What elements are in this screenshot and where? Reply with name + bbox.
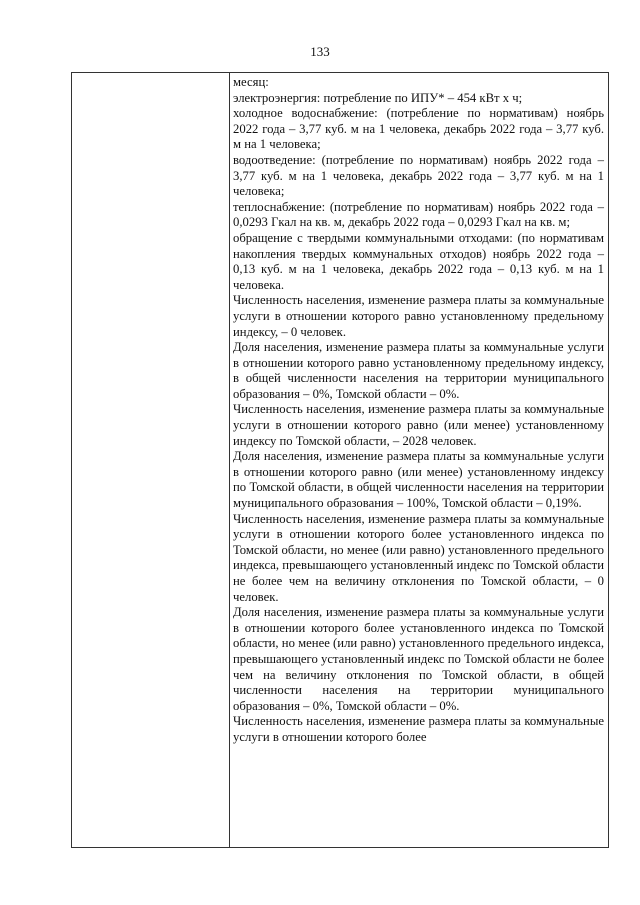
text-paragraph: Доля населения, изменение размера платы за коммунальные услуги в отношении которого более установленного индекса по Томской области, но менее (или равно) установленного предельного индекса, превышающего установленный индекс по Томской области не более чем на величину отклонения по Томской области, в общей численности населения на территории муниципального образования – 0%, Томской области – 0%. [233, 605, 604, 713]
text-paragraph: холодное водоснабжение: (потребление по нормативам) ноябрь 2022 года – 3,77 куб. м на 1 человека, декабрь 2022 года – 3,77 куб. м на 1 человека; [233, 106, 604, 152]
page-number: 133 [310, 44, 330, 59]
text-paragraph: Доля населения, изменение размера платы за коммунальные услуги в отношении которого равно (или менее) установленному индексу по Томской области, в общей численности населения на территории муниципального образования – 100%, Томской области – 0,19%. [233, 449, 604, 511]
text-paragraph: Численность населения, изменение размера платы за коммунальные услуги в отношении которого равно установленному предельному индексу, – 0 человек. [233, 293, 604, 339]
text-paragraph: Численность населения, изменение размера платы за коммунальные услуги в отношении которого более [233, 714, 604, 744]
text-paragraph: Доля населения, изменение размера платы за коммунальные услуги в отношении которого равно установленному предельному индексу, в общей численности населения на территории муниципального образования – 0%, Томской области – 0%. [233, 340, 604, 401]
table-right-cell [233, 75, 604, 746]
text-paragraph: Численность населения, изменение размера платы за коммунальные услуги в отношении которого равно (или менее) установленному индексу по Томской области, – 2028 человек. [233, 402, 604, 448]
text-paragraph: месяц: [233, 75, 269, 89]
text-paragraph: Численность населения, изменение размера платы за коммунальные услуги в отношении которого более установленного индекса по Томской области, но менее (или равно) установленного предельного индекса, превышающего установленный индекс по Томской области не более чем на величину отклонения по Томской области, – 0 человек. [233, 511, 604, 604]
text-paragraph: теплоснабжение: (потребление по нормативам) ноябрь 2022 года – 0,0293 Гкал на кв. м, декабрь 2022 года – 0,0293 Гкал на кв. м; [233, 199, 604, 230]
text-paragraph: электроэнергия: потребление по ИПУ* – 454 кВт х ч; [233, 90, 523, 105]
table-column-divider [229, 73, 230, 847]
table-left-cell [72, 73, 229, 847]
document-table [71, 72, 609, 848]
text-paragraph: водоотведение: (потребление по нормативам) ноябрь 2022 года – 3,77 куб. м на 1 человека, декабрь 2022 года – 3,77 куб. м на 1 человека; [233, 152, 604, 199]
text-paragraph: обращение с твердыми коммунальными отходами: (по нормативам накопления твердых коммунальных отходов) ноябрь 2022 года – 0,13 куб. м на 1 человека, декабрь 2022 года – 0,13 куб. м на 1 человека. [233, 230, 604, 292]
